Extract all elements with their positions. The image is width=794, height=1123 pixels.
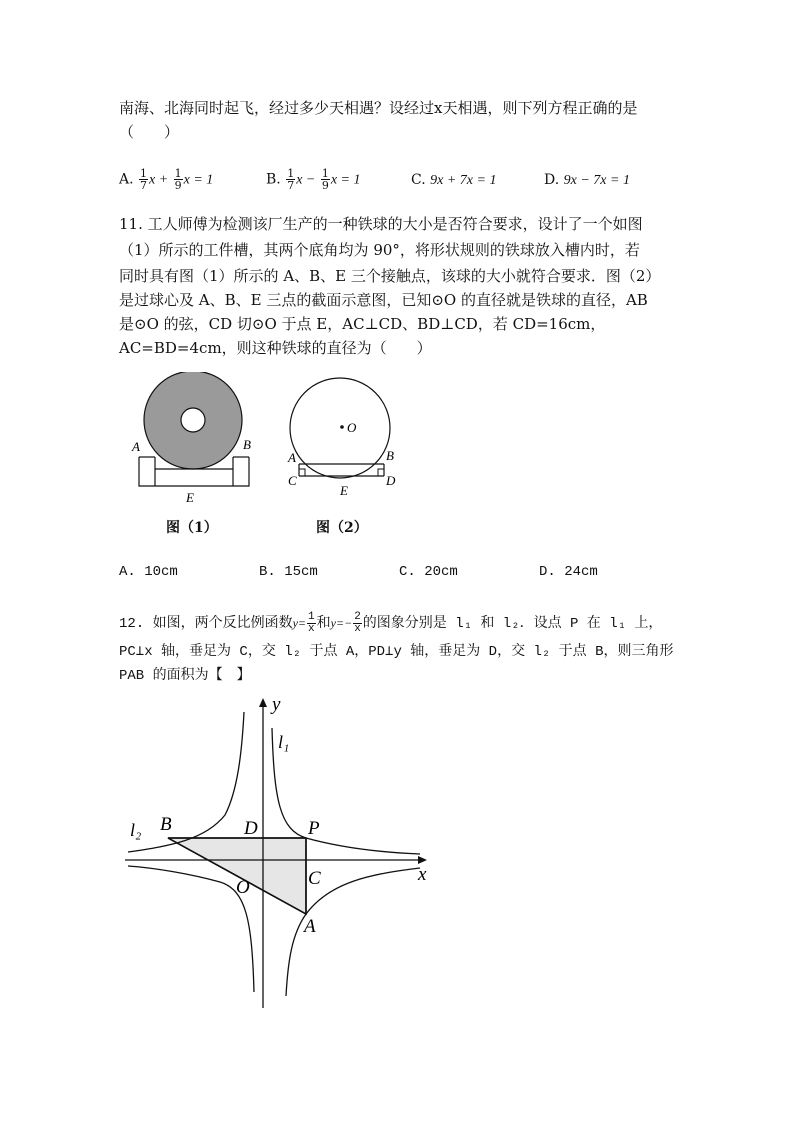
q11-line-5: 是⊙O 的弦，CD 切⊙O 于点 E，AC⊥CD、BD⊥CD，若 CD=16cm，	[119, 315, 606, 333]
label-d: D	[386, 473, 396, 488]
denominator: 7	[140, 179, 148, 192]
q11-option-b[interactable]: B. 15cm	[259, 564, 318, 580]
denominator: 9	[321, 179, 329, 192]
label-d: D	[244, 818, 258, 839]
q11-option-d[interactable]: D. 24cm	[539, 564, 598, 580]
circle-o	[290, 378, 390, 478]
label-o: O	[347, 420, 357, 435]
option-label: D.	[544, 172, 560, 188]
label-y: y	[272, 694, 281, 715]
label-l2: l₂	[130, 820, 142, 840]
fraction	[139, 168, 148, 191]
q10-option-d[interactable]	[544, 172, 630, 189]
q10-option-b[interactable]	[266, 168, 361, 191]
right-angle-c	[299, 469, 305, 476]
numerator: 2	[354, 611, 361, 623]
fraction	[174, 168, 183, 191]
curve-l2-second-quadrant	[128, 712, 244, 852]
option-label: A.	[119, 171, 134, 188]
label-l1: l₁	[278, 732, 290, 752]
option-expr-mid: x −	[296, 172, 316, 188]
numerator: 1	[321, 167, 329, 180]
option-label: C.	[411, 172, 426, 188]
label-b: B	[386, 448, 394, 463]
numerator: 1	[174, 167, 182, 180]
fraction	[286, 168, 295, 191]
label-e: E	[186, 490, 194, 505]
ball-hole	[181, 408, 205, 432]
q12-line-1	[119, 612, 662, 635]
function-2-fraction	[353, 612, 362, 635]
right-angle-d	[378, 469, 384, 476]
numerator: 1	[287, 167, 295, 180]
q10-option-c[interactable]	[411, 172, 496, 189]
q11-option-c[interactable]: C. 20cm	[399, 564, 458, 580]
y-axis-arrow	[259, 698, 267, 707]
label-o: O	[236, 877, 250, 898]
q10-stem-line1: 南海、北海同时起飞，经过多少天相遇？设经过x天相遇，则下列方程正确的是	[119, 99, 638, 117]
figure-1-workpiece-trough	[128, 372, 266, 512]
option-expr-mid: x +	[149, 172, 169, 188]
x-axis-arrow	[418, 856, 427, 864]
function-2-lhs: y=−	[330, 616, 353, 631]
numerator: 1	[308, 611, 315, 623]
denominator: 7	[287, 179, 295, 192]
function-1-fraction	[307, 612, 316, 635]
denominator: x	[354, 623, 361, 635]
q12-line-2: PC⊥x 轴，垂足为 C，交 l₂ 于点 A，PD⊥y 轴，垂足为 D，交 l₂ 于点 B，则三角形	[119, 644, 674, 660]
option-expr: 9x − 7x = 1	[563, 173, 630, 188]
fraction	[321, 168, 330, 191]
option-expr: 9x + 7x = 1	[430, 173, 497, 188]
q12-line-1-tail: 的图象分别是 l₁ 和 l₂．设点 P 在 l₁ 上，	[362, 616, 663, 633]
q12-line-3: PAB 的面积为【 】	[119, 668, 251, 684]
q11-line-2: （1）所示的工件槽，其两个底角均为 90°，将形状规则的铁球放入槽内时，若	[119, 241, 640, 259]
label-x: x	[418, 864, 427, 885]
denominator: x	[308, 623, 315, 635]
figure-2-caption: 图（2）	[316, 520, 368, 536]
curve-l1-first-quadrant	[272, 728, 420, 854]
denominator: 9	[174, 179, 182, 192]
label-c: C	[308, 868, 321, 889]
q12-intro: 12. 如图，两个反比例函数	[119, 616, 293, 633]
label-a: A	[304, 916, 316, 937]
conjunction: 和	[316, 616, 331, 633]
option-label: B.	[266, 171, 281, 188]
q11-option-a[interactable]: A. 10cm	[119, 564, 178, 580]
option-expr-tail: x = 1	[330, 172, 361, 188]
option-expr-tail: x = 1	[183, 172, 214, 188]
label-e: E	[340, 483, 348, 498]
label-p: P	[308, 818, 320, 839]
q11-line-1: 11. 工人师傅为检测该厂生产的一种铁球的大小是否符合要求，设计了一个如图	[119, 215, 643, 233]
q11-line-4: 是过球心及 A、B、E 三点的截面示意图，已知⊙O 的直径就是铁球的直径，AB	[119, 291, 648, 309]
label-b: B	[243, 437, 251, 452]
label-b: B	[160, 814, 172, 835]
q10-option-a[interactable]	[119, 168, 213, 191]
q11-line-3: 同时具有图（1）所示的 A、B、E 三个接触点，该球的大小就符合要求．图（2）	[119, 267, 661, 285]
function-1-lhs: y=	[292, 616, 307, 631]
figure-2-cross-section	[284, 372, 406, 502]
figure-1-caption: 图（1）	[166, 520, 218, 536]
label-a: A	[132, 439, 140, 454]
q10-stem-line2: （ ）	[119, 123, 180, 141]
q11-line-6: AC=BD=4cm，则这种铁球的直径为（ ）	[119, 339, 432, 357]
label-a: A	[288, 450, 296, 465]
hyperbola-graph	[120, 690, 440, 1010]
center-o-dot	[340, 425, 344, 429]
numerator: 1	[140, 167, 148, 180]
label-c: C	[288, 473, 297, 488]
